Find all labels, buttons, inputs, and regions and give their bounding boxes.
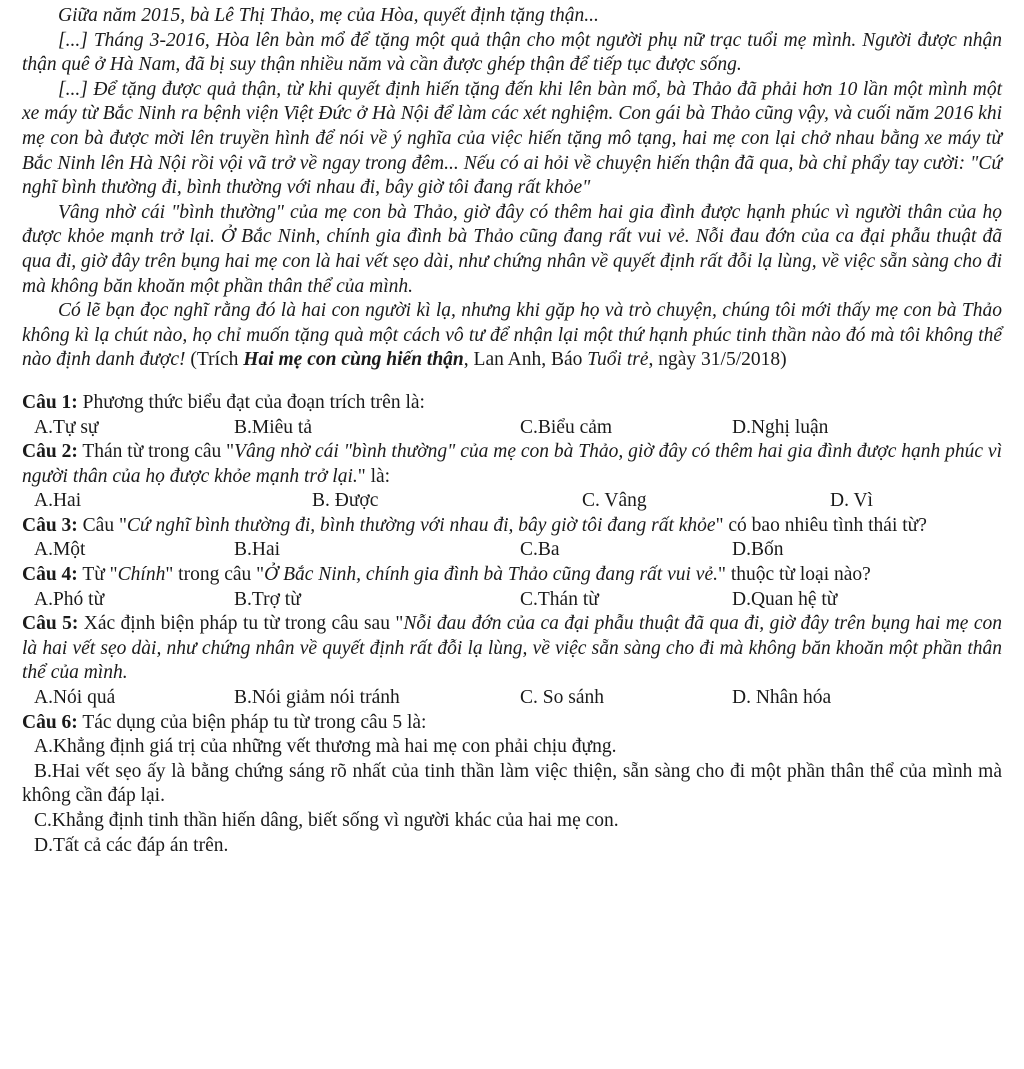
question-2-option-a: A.Hai xyxy=(34,490,82,512)
question-4-option-b: B.Trợ từ xyxy=(234,588,301,610)
question-3-options xyxy=(22,538,1002,563)
question-6-option-a: A.Khẳng định giá trị của những vết thương mà hai mẹ con phải chịu đựng. xyxy=(34,736,617,758)
question-3-option-b: B.Hai xyxy=(234,539,281,561)
question-4-option-a: A.Phó từ xyxy=(34,588,105,610)
question-2-option-c: C. Vâng xyxy=(582,490,647,512)
question-list xyxy=(22,391,1002,858)
question-1-option-c: C.Biểu cảm xyxy=(520,416,613,438)
question-2-quote: Vâng nhờ cái "bình thường" của mẹ con bà Thảo, giờ đây có thêm hai gia đình được hạnh phúc vì người thân của họ được khỏe mạnh trở lại. xyxy=(22,441,1003,487)
question-3-option-a: A.Một xyxy=(34,539,86,561)
question-4-option-c: C.Thán từ xyxy=(520,588,599,610)
question-3-quote: Cứ nghĩ bình thường đi, bình thường với nhau đi, bây giờ tôi đang rất khỏe xyxy=(126,514,716,536)
question-6-option-d: D.Tất cả các đáp án trên. xyxy=(34,834,229,856)
question-6-text: Tác dụng của biện pháp tu từ trong câu 5 là: xyxy=(77,711,427,733)
question-5-options xyxy=(22,686,1002,711)
question-4: Câu 4: Từ "Chính" trong câu "Ở Bắc Ninh, chính gia đình bà Thảo cũng đang rất vui vẻ." thuộc từ loại nào? xyxy=(22,564,871,586)
question-1-option-b: B.Miêu tả xyxy=(234,416,312,438)
question-6 xyxy=(22,711,1002,736)
passage-paragraph-5-text: Có lẽ bạn đọc nghĩ rằng đó là hai con người kì lạ, nhưng khi gặp họ và trò chuyện, chúng tôi mới thấy mẹ con bà Thảo không kì lạ chút nào, họ chỉ muốn tặng quà một cách vô tư để nhận lại một thứ hạnh phúc tinh thần nào đó mà tôi không thể nào định danh được! xyxy=(22,300,1002,371)
question-5-option-d: D. Nhân hóa xyxy=(732,687,832,709)
question-5-option-b: B.Nói giảm nói tránh xyxy=(234,687,400,709)
question-6-option-b: B.Hai vết sẹo ấy là bằng chứng sáng rõ nhất của tinh thần làm việc thiện, sẵn sàng cho đi một phần thân thể của mình mà không cần đáp lại. xyxy=(22,760,1002,807)
passage-paragraph-2: [...] Tháng 3-2016, Hòa lên bàn mổ để tặng một quả thận cho một người phụ nữ trạc tuổi mẹ mình. Người được nhận thận quê ở Hà Nam, đã bị suy thận nhiều năm và cần được ghép thận để tiếp tục được sống. xyxy=(22,29,1002,76)
question-5-option-a: A.Nói quá xyxy=(34,687,116,709)
question-5-number: Câu 5: xyxy=(22,613,79,635)
question-2-option-b: B. Được xyxy=(312,490,379,512)
question-1-option-a: A.Tự sự xyxy=(34,416,99,438)
question-6-option-c: C.Khẳng định tinh thần hiến dâng, biết sống vì người khác của hai mẹ con. xyxy=(34,810,619,831)
question-2-option-d: D. Vì xyxy=(830,490,873,512)
question-5: Câu 5: Xác định biện pháp tu từ trong câu sau "Nỗi đau đớn của ca đại phẫu thuật đã qua đi, giờ đây trên bụng hai mẹ con là hai vết sẹo dài, như chứng nhân về quyết định rất đỗi lạ lùng, về việc sẵn sàng cho đi mà không băn khoăn một phần thân thể của mình. xyxy=(22,613,1003,684)
question-4-option-d: D.Quan hệ từ xyxy=(732,588,838,610)
question-1-options xyxy=(22,416,1002,441)
question-4-number: Câu 4: xyxy=(22,564,78,586)
question-2-number: Câu 2: xyxy=(22,441,78,463)
question-1-text: Phương thức biểu đạt của đoạn trích trên là: xyxy=(77,391,425,413)
question-2: Câu 2: Thán từ trong câu "Vâng nhờ cái "bình thường" của mẹ con bà Thảo, giờ đây có thêm hai gia đình được hạnh phúc vì người thân của họ được khỏe mạnh trở lại." là: xyxy=(22,441,1003,487)
question-4-options xyxy=(22,588,1002,613)
question-4-quote: Ở Bắc Ninh, chính gia đình bà Thảo cũng đang rất vui vẻ. xyxy=(264,564,718,586)
question-6-number: Câu 6: xyxy=(22,711,78,733)
passage-paragraph-5 xyxy=(22,299,1002,373)
question-4-word: Chính xyxy=(117,564,166,586)
question-5-quote: Nỗi đau đớn của ca đại phẫu thuật đã qua đi, giờ đây trên bụng hai mẹ con là hai vết sẹo dài, như chứng nhân về quyết định rất đỗi lạ lùng, về việc sẵn sàng cho đi mà không băn khoăn một phần thân thể của mình. xyxy=(22,613,1003,684)
passage-paragraph-4: Vâng nhờ cái "bình thường" của mẹ con bà Thảo, giờ đây có thêm hai gia đình được hạnh phúc vì người thân của họ được khỏe mạnh trở lại. Ở Bắc Ninh, chính gia đình bà Thảo cũng đang rất vui vẻ. Nỗi đau đớn của ca đại phẫu thuật đã qua đi, giờ đây trên bụng hai mẹ con là hai vết sẹo dài, như chứng nhân về quyết định rất đỗi lạ lùng, về việc sẵn sàng cho đi mà không băn khoăn một phần thân thể của mình. xyxy=(22,201,1002,297)
passage-paragraph-1: Giữa năm 2015, bà Lê Thị Thảo, mẹ của Hòa, quyết định tặng thận... xyxy=(58,5,599,26)
question-1-number: Câu 1: xyxy=(22,391,78,413)
source-title: Hai mẹ con cùng hiến thận xyxy=(243,349,464,371)
question-1 xyxy=(22,391,1002,416)
question-3-option-d: D.Bốn xyxy=(732,539,784,561)
reading-passage xyxy=(22,4,1002,373)
question-5-option-c: C. So sánh xyxy=(520,687,604,709)
question-3-option-c: C.Ba xyxy=(520,539,560,561)
passage-paragraph-3: [...] Để tặng được quả thận, từ khi quyết định hiến tặng đến khi lên bàn mổ, bà Thảo đã phải hơn 10 lần một mình một xe máy từ Bắc Ninh ra bệnh viện Việt Đức ở Hà Nội để làm các xét nghiệm. Con gái bà Thảo cũng vậy, và cuối năm 2016 khi mẹ con bà được mời lên truyền hình để nói về ý nghĩa của việc hiến tặng mô tạng, hai mẹ con lại chở nhau bằng xe máy từ Bắc Ninh lên Hà Nội rồi vội vã trở về ngay trong đêm... Nếu có ai hỏi về chuyện hiến thận đã qua, bà chỉ phẩy tay cười: "Cứ nghĩ bình thường đi, bình thường với nhau đi, bây giờ tôi đang rất khỏe" xyxy=(22,78,1002,199)
source-citation: (Trích Hai mẹ con cùng hiến thận, Lan Anh, Báo Tuổi trẻ, ngày 31/5/2018) xyxy=(185,349,787,371)
source-newspaper: Tuổi trẻ xyxy=(587,349,649,371)
question-2-options xyxy=(22,489,1002,514)
question-3-number: Câu 3: xyxy=(22,514,78,536)
question-1-option-d: D.Nghị luận xyxy=(732,416,829,438)
question-3: Câu 3: Câu "Cứ nghĩ bình thường đi, bình thường với nhau đi, bây giờ tôi đang rất khỏe" có bao nhiêu tình thái từ? xyxy=(22,514,927,536)
